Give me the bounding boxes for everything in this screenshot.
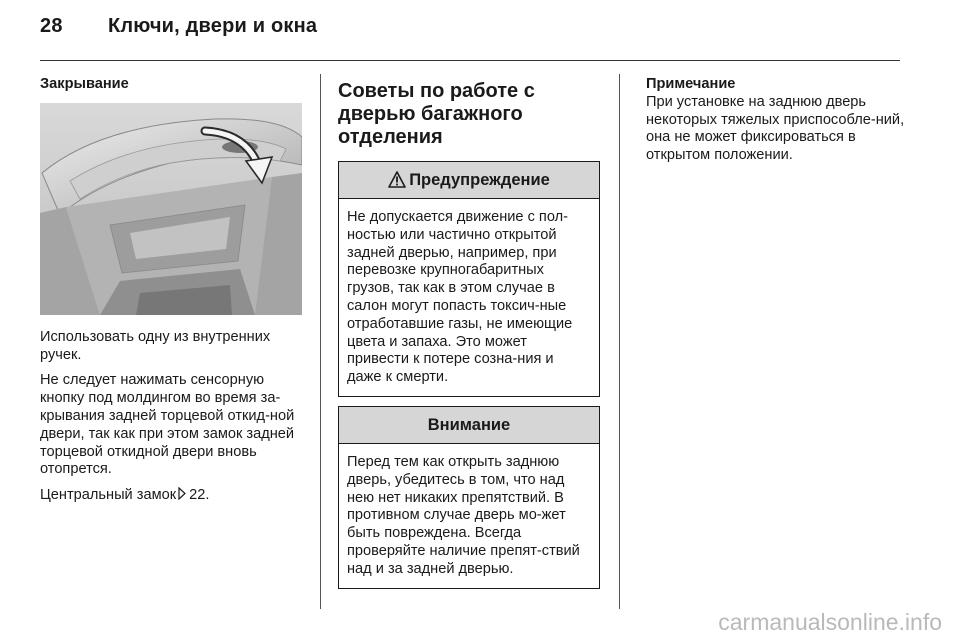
- column-divider: [619, 74, 620, 609]
- warning-triangle-icon: [388, 171, 406, 188]
- warning-box-header: [339, 162, 599, 199]
- warning-box: [338, 161, 600, 397]
- header-rule: [40, 60, 900, 61]
- warning-text: Не допускается движение с пол-ностью или частично открытой задней дверью, например, при перевозке крупногабаритных грузов, так как в этом случае в салон могут попасть токсич-ные отработавшие газы, не имеющие цвета и запаха. Это может привести к потере созна-ния и даже к смерти.: [347, 209, 573, 386]
- page-title: Ключи, двери и окна: [108, 15, 318, 37]
- watermark: carmanualsonline.info: [718, 609, 942, 635]
- column-divider: [320, 74, 321, 609]
- closing-paragraph-2: Не следует нажимать сенсорную кнопку под молдингом во время за-крывания задней торцевой откид-ной двери, так как при этом замок задней торцевой откидной двери вновь отопрется.: [40, 372, 295, 478]
- closing-heading: Закрывание: [40, 76, 129, 92]
- crossref-link[interactable]: 22.: [189, 487, 210, 504]
- tailgate-illustration: [40, 103, 302, 315]
- caution-box: [338, 406, 600, 589]
- crossref-line: [40, 487, 305, 505]
- page-header: [40, 15, 317, 38]
- column-note: [646, 76, 908, 165]
- caution-box-header: [339, 407, 599, 444]
- closing-paragraph-1: Использовать одну из внутренних ручек.: [40, 328, 271, 363]
- warning-heading: Предупреждение: [409, 171, 550, 189]
- caution-heading: Внимание: [427, 415, 511, 434]
- note-text: При установке на заднюю дверь некоторых тяжелых приспособле-ний, она не может фиксироваться в открытом положении.: [646, 93, 905, 164]
- caution-text: Перед тем как открыть заднюю дверь, убедитесь в том, что над нею нет никаких препятствий. В противном случае дверь мо-жет быть повреждена. Всегда проверяйте наличие препят-ствий над и за задней дверью.: [347, 453, 580, 577]
- crossref-text: Центральный замок: [40, 487, 177, 504]
- crossref-arrow-icon: [178, 487, 186, 500]
- page-number: 28: [40, 15, 63, 37]
- note-heading: Примечание: [646, 76, 736, 92]
- column-closing: [40, 76, 305, 513]
- section-title: Советы по работе с дверью багажного отделения: [338, 80, 535, 148]
- column-tailgate-tips: [338, 80, 600, 598]
